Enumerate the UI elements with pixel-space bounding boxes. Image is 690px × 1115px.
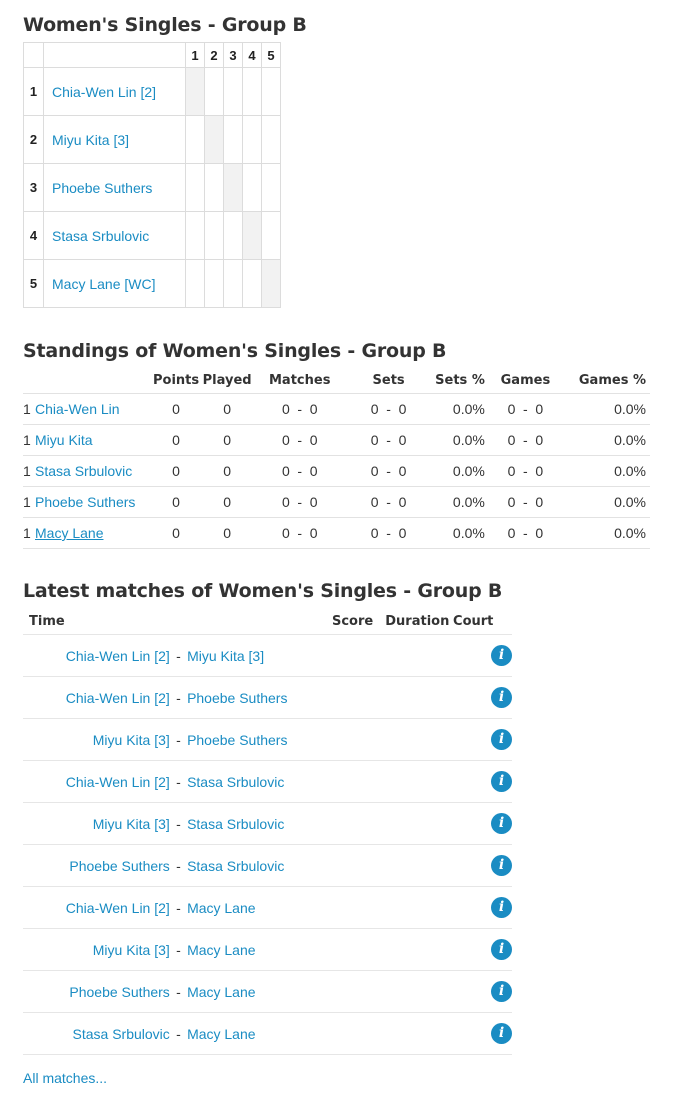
player-link[interactable]: Chia-Wen Lin [35, 401, 120, 417]
player-link[interactable]: Macy Lane [35, 525, 104, 541]
versus-separator: - [170, 803, 187, 845]
grid-cell [262, 164, 281, 212]
grid-row-number: 4 [24, 212, 44, 260]
grid-row [24, 164, 281, 212]
games-lost: 0 [535, 487, 566, 518]
match-row [23, 1013, 512, 1055]
sets-pct-header: Sets % [435, 372, 485, 388]
versus-separator: - [170, 971, 187, 1013]
grid-self-cell [186, 68, 205, 116]
games-lost: 0 [535, 394, 566, 425]
versus-separator: - [170, 635, 187, 677]
group-grid [23, 42, 281, 308]
player1-link[interactable]: Miyu Kita [3] [92, 941, 170, 958]
info-icon[interactable]: i [491, 1023, 512, 1044]
grid-cell [186, 260, 205, 308]
points-value: 0 [153, 518, 199, 549]
score-cell [332, 677, 385, 719]
latest-matches-table [23, 608, 512, 1055]
rank: 1 [23, 518, 35, 549]
matches-lost: 0 [310, 394, 345, 425]
duration-cell [385, 929, 453, 971]
grid-header-row [24, 43, 281, 68]
sets-lost: 0 [399, 394, 433, 425]
grid-cell [186, 212, 205, 260]
player1-link[interactable]: Chia-Wen Lin [2] [65, 773, 170, 790]
duration-cell [385, 635, 453, 677]
sets-lost: 0 [399, 518, 433, 549]
group-title: Women's Singles - Group B [23, 14, 307, 36]
matches-lost: 0 [310, 518, 345, 549]
info-icon[interactable]: i [491, 687, 512, 708]
player2-link[interactable]: Stasa Srbulovic [187, 857, 285, 874]
grid-row [24, 260, 281, 308]
duration-cell [385, 677, 453, 719]
player-link[interactable]: Stasa Srbulovic [35, 463, 133, 479]
grid-self-cell [205, 116, 224, 164]
player1-link[interactable]: Chia-Wen Lin [2] [65, 647, 170, 664]
games-won: 0 [485, 518, 516, 549]
matches-won: 0 [255, 394, 290, 425]
standings-header-row [23, 367, 650, 394]
grid-row-number: 3 [24, 164, 44, 212]
played-value: 0 [199, 487, 255, 518]
grid-cell [205, 164, 224, 212]
versus-separator: - [170, 761, 187, 803]
grid-row-number: 5 [24, 260, 44, 308]
games-pct-header: Games % [578, 372, 646, 388]
player1-link[interactable]: Chia-Wen Lin [2] [65, 689, 170, 706]
grid-cell [262, 116, 281, 164]
score-cell [332, 761, 385, 803]
sets-pct-value: 0.0% [433, 487, 485, 518]
grid-row-number: 2 [24, 116, 44, 164]
grid-cell [205, 260, 224, 308]
sets-lost: 0 [399, 425, 433, 456]
games-pct-value: 0.0% [566, 425, 650, 456]
games-pct-value: 0.0% [566, 487, 650, 518]
grid-row [24, 212, 281, 260]
duration-cell [385, 971, 453, 1013]
grid-col-header: 3 [224, 43, 243, 68]
dash: - [290, 394, 310, 425]
sets-won: 0 [344, 456, 378, 487]
standings-row [23, 456, 650, 487]
sets-pct-value: 0.0% [433, 394, 485, 425]
court-header: Court [453, 613, 494, 629]
match-row [23, 803, 512, 845]
duration-header: Duration [385, 613, 450, 629]
games-lost: 0 [535, 456, 566, 487]
player-link[interactable]: Miyu Kita [35, 432, 93, 448]
sets-won: 0 [344, 487, 378, 518]
player2-link[interactable]: Miyu Kita [3] [187, 647, 265, 664]
grid-cell [243, 260, 262, 308]
points-value: 0 [153, 394, 199, 425]
versus-separator: - [170, 929, 187, 971]
standings-table [23, 367, 650, 549]
grid-cell [243, 116, 262, 164]
grid-row [24, 68, 281, 116]
score-cell [332, 845, 385, 887]
dash: - [290, 456, 310, 487]
sets-lost: 0 [399, 456, 433, 487]
match-row [23, 887, 512, 929]
matches-lost: 0 [310, 456, 345, 487]
games-won: 0 [485, 394, 516, 425]
grid-cell [224, 212, 243, 260]
grid-row-number: 1 [24, 68, 44, 116]
score-cell [332, 971, 385, 1013]
player1-link[interactable]: Miyu Kita [3] [92, 731, 170, 748]
grid-cell [224, 260, 243, 308]
matches-won: 0 [255, 425, 290, 456]
grid-cell [243, 68, 262, 116]
games-pct-value: 0.0% [566, 394, 650, 425]
player2-link[interactable]: Phoebe Suthers [187, 689, 288, 706]
grid-self-cell [224, 164, 243, 212]
games-lost: 0 [535, 425, 566, 456]
info-icon[interactable]: i [491, 771, 512, 792]
player2-link[interactable]: Stasa Srbulovic [187, 773, 285, 790]
standings-name-header [23, 367, 153, 394]
dash: - [290, 487, 310, 518]
rank: 1 [23, 394, 35, 425]
match-row [23, 929, 512, 971]
player2-link[interactable]: Stasa Srbulovic [187, 815, 285, 832]
played-header: Played [202, 372, 252, 388]
games-pct-value: 0.0% [566, 456, 650, 487]
dash: - [515, 487, 535, 518]
grid-col-header: 1 [186, 43, 205, 68]
time-header: Time [29, 613, 65, 629]
all-matches-link[interactable]: All matches... [23, 1070, 108, 1086]
sets-pct-value: 0.0% [433, 518, 485, 549]
latest-matches-title: Latest matches of Women's Singles - Group B [23, 580, 503, 602]
player1-link[interactable]: Phoebe Suthers [69, 857, 170, 874]
standings-row [23, 425, 650, 456]
games-pct-value: 0.0% [566, 518, 650, 549]
info-icon[interactable]: i [491, 855, 512, 876]
points-value: 0 [153, 487, 199, 518]
grid-corner [24, 43, 44, 68]
grid-col-header: 5 [262, 43, 281, 68]
sets-pct-value: 0.0% [433, 456, 485, 487]
dash: - [515, 518, 535, 549]
score-cell [332, 803, 385, 845]
info-icon[interactable]: i [491, 645, 512, 666]
grid-cell [186, 116, 205, 164]
player1-link[interactable]: Phoebe Suthers [69, 983, 170, 1000]
match-row [23, 971, 512, 1013]
rank: 1 [23, 425, 35, 456]
grid-cell [224, 116, 243, 164]
dash: - [379, 487, 399, 518]
duration-cell [385, 1013, 453, 1055]
score-header: Score [331, 613, 374, 629]
sets-lost: 0 [399, 487, 433, 518]
matches-won: 0 [255, 487, 290, 518]
rank: 1 [23, 456, 35, 487]
duration-cell [385, 803, 453, 845]
player2-link[interactable]: Macy Lane [187, 941, 256, 958]
grid-self-cell [243, 212, 262, 260]
played-value: 0 [199, 456, 255, 487]
duration-cell [385, 719, 453, 761]
grid-cell [243, 164, 262, 212]
matches-header-row [23, 608, 512, 635]
games-won: 0 [485, 487, 516, 518]
info-icon[interactable]: i [491, 729, 512, 750]
player2-link[interactable]: Macy Lane [187, 899, 256, 916]
match-row [23, 677, 512, 719]
dash: - [290, 425, 310, 456]
sets-won: 0 [344, 394, 378, 425]
grid-self-cell [262, 260, 281, 308]
match-row [23, 719, 512, 761]
player2-link[interactable]: Phoebe Suthers [187, 731, 288, 748]
grid-col-header: 2 [205, 43, 224, 68]
score-cell [332, 929, 385, 971]
duration-cell [385, 845, 453, 887]
duration-cell [385, 887, 453, 929]
player-link[interactable]: Phoebe Suthers [35, 494, 136, 510]
grid-row [24, 116, 281, 164]
standings-row [23, 487, 650, 518]
grid-cell [205, 68, 224, 116]
points-header: Points [153, 372, 200, 388]
dash: - [290, 518, 310, 549]
points-value: 0 [153, 425, 199, 456]
player2-link[interactable]: Macy Lane [187, 983, 256, 1000]
info-icon[interactable]: i [491, 939, 512, 960]
info-icon[interactable]: i [491, 981, 512, 1002]
games-lost: 0 [535, 518, 566, 549]
versus-separator: - [170, 719, 187, 761]
versus-separator: - [170, 677, 187, 719]
versus-separator: - [170, 845, 187, 887]
grid-cell [262, 68, 281, 116]
matches-lost: 0 [310, 487, 345, 518]
standings-title: Standings of Women's Singles - Group B [23, 340, 447, 362]
sets-won: 0 [344, 518, 378, 549]
player2-link[interactable]: Macy Lane [187, 1025, 256, 1042]
dash: - [515, 425, 535, 456]
versus-separator: - [170, 1013, 187, 1055]
player1-link[interactable]: Stasa Srbulovic [72, 1025, 170, 1042]
matches-header: Matches [269, 372, 331, 388]
player-link[interactable]: Macy Lane [WC] [52, 275, 156, 292]
info-icon[interactable]: i [491, 897, 512, 918]
grid-name-header [44, 43, 186, 68]
standings-row [23, 394, 650, 425]
games-header: Games [500, 372, 551, 388]
sets-won: 0 [344, 425, 378, 456]
match-row [23, 635, 512, 677]
player-link[interactable]: Chia-Wen Lin [2] [52, 83, 157, 100]
grid-cell [262, 212, 281, 260]
score-cell [332, 1013, 385, 1055]
played-value: 0 [199, 518, 255, 549]
dash: - [379, 518, 399, 549]
match-row [23, 845, 512, 887]
score-cell [332, 635, 385, 677]
info-icon[interactable]: i [491, 813, 512, 834]
grid-col-header: 4 [243, 43, 262, 68]
player-link[interactable]: Phoebe Suthers [52, 179, 153, 196]
rank: 1 [23, 487, 35, 518]
played-value: 0 [199, 394, 255, 425]
player1-link[interactable]: Chia-Wen Lin [2] [65, 899, 170, 916]
match-row [23, 761, 512, 803]
matches-lost: 0 [310, 425, 345, 456]
grid-cell [224, 68, 243, 116]
standings-row [23, 518, 650, 549]
matches-won: 0 [255, 456, 290, 487]
dash: - [379, 425, 399, 456]
player-link[interactable]: Miyu Kita [3] [52, 131, 130, 148]
score-cell [332, 887, 385, 929]
duration-cell [385, 761, 453, 803]
versus-separator: - [170, 887, 187, 929]
games-won: 0 [485, 425, 516, 456]
matches-won: 0 [255, 518, 290, 549]
grid-cell [186, 164, 205, 212]
player1-link[interactable]: Miyu Kita [3] [92, 815, 170, 832]
sets-header: Sets [372, 372, 405, 388]
dash: - [379, 394, 399, 425]
sets-pct-value: 0.0% [433, 425, 485, 456]
played-value: 0 [199, 425, 255, 456]
grid-cell [205, 212, 224, 260]
dash: - [515, 456, 535, 487]
games-won: 0 [485, 456, 516, 487]
dash: - [515, 394, 535, 425]
score-cell [332, 719, 385, 761]
dash: - [379, 456, 399, 487]
player-link[interactable]: Stasa Srbulovic [52, 227, 150, 244]
points-value: 0 [153, 456, 199, 487]
